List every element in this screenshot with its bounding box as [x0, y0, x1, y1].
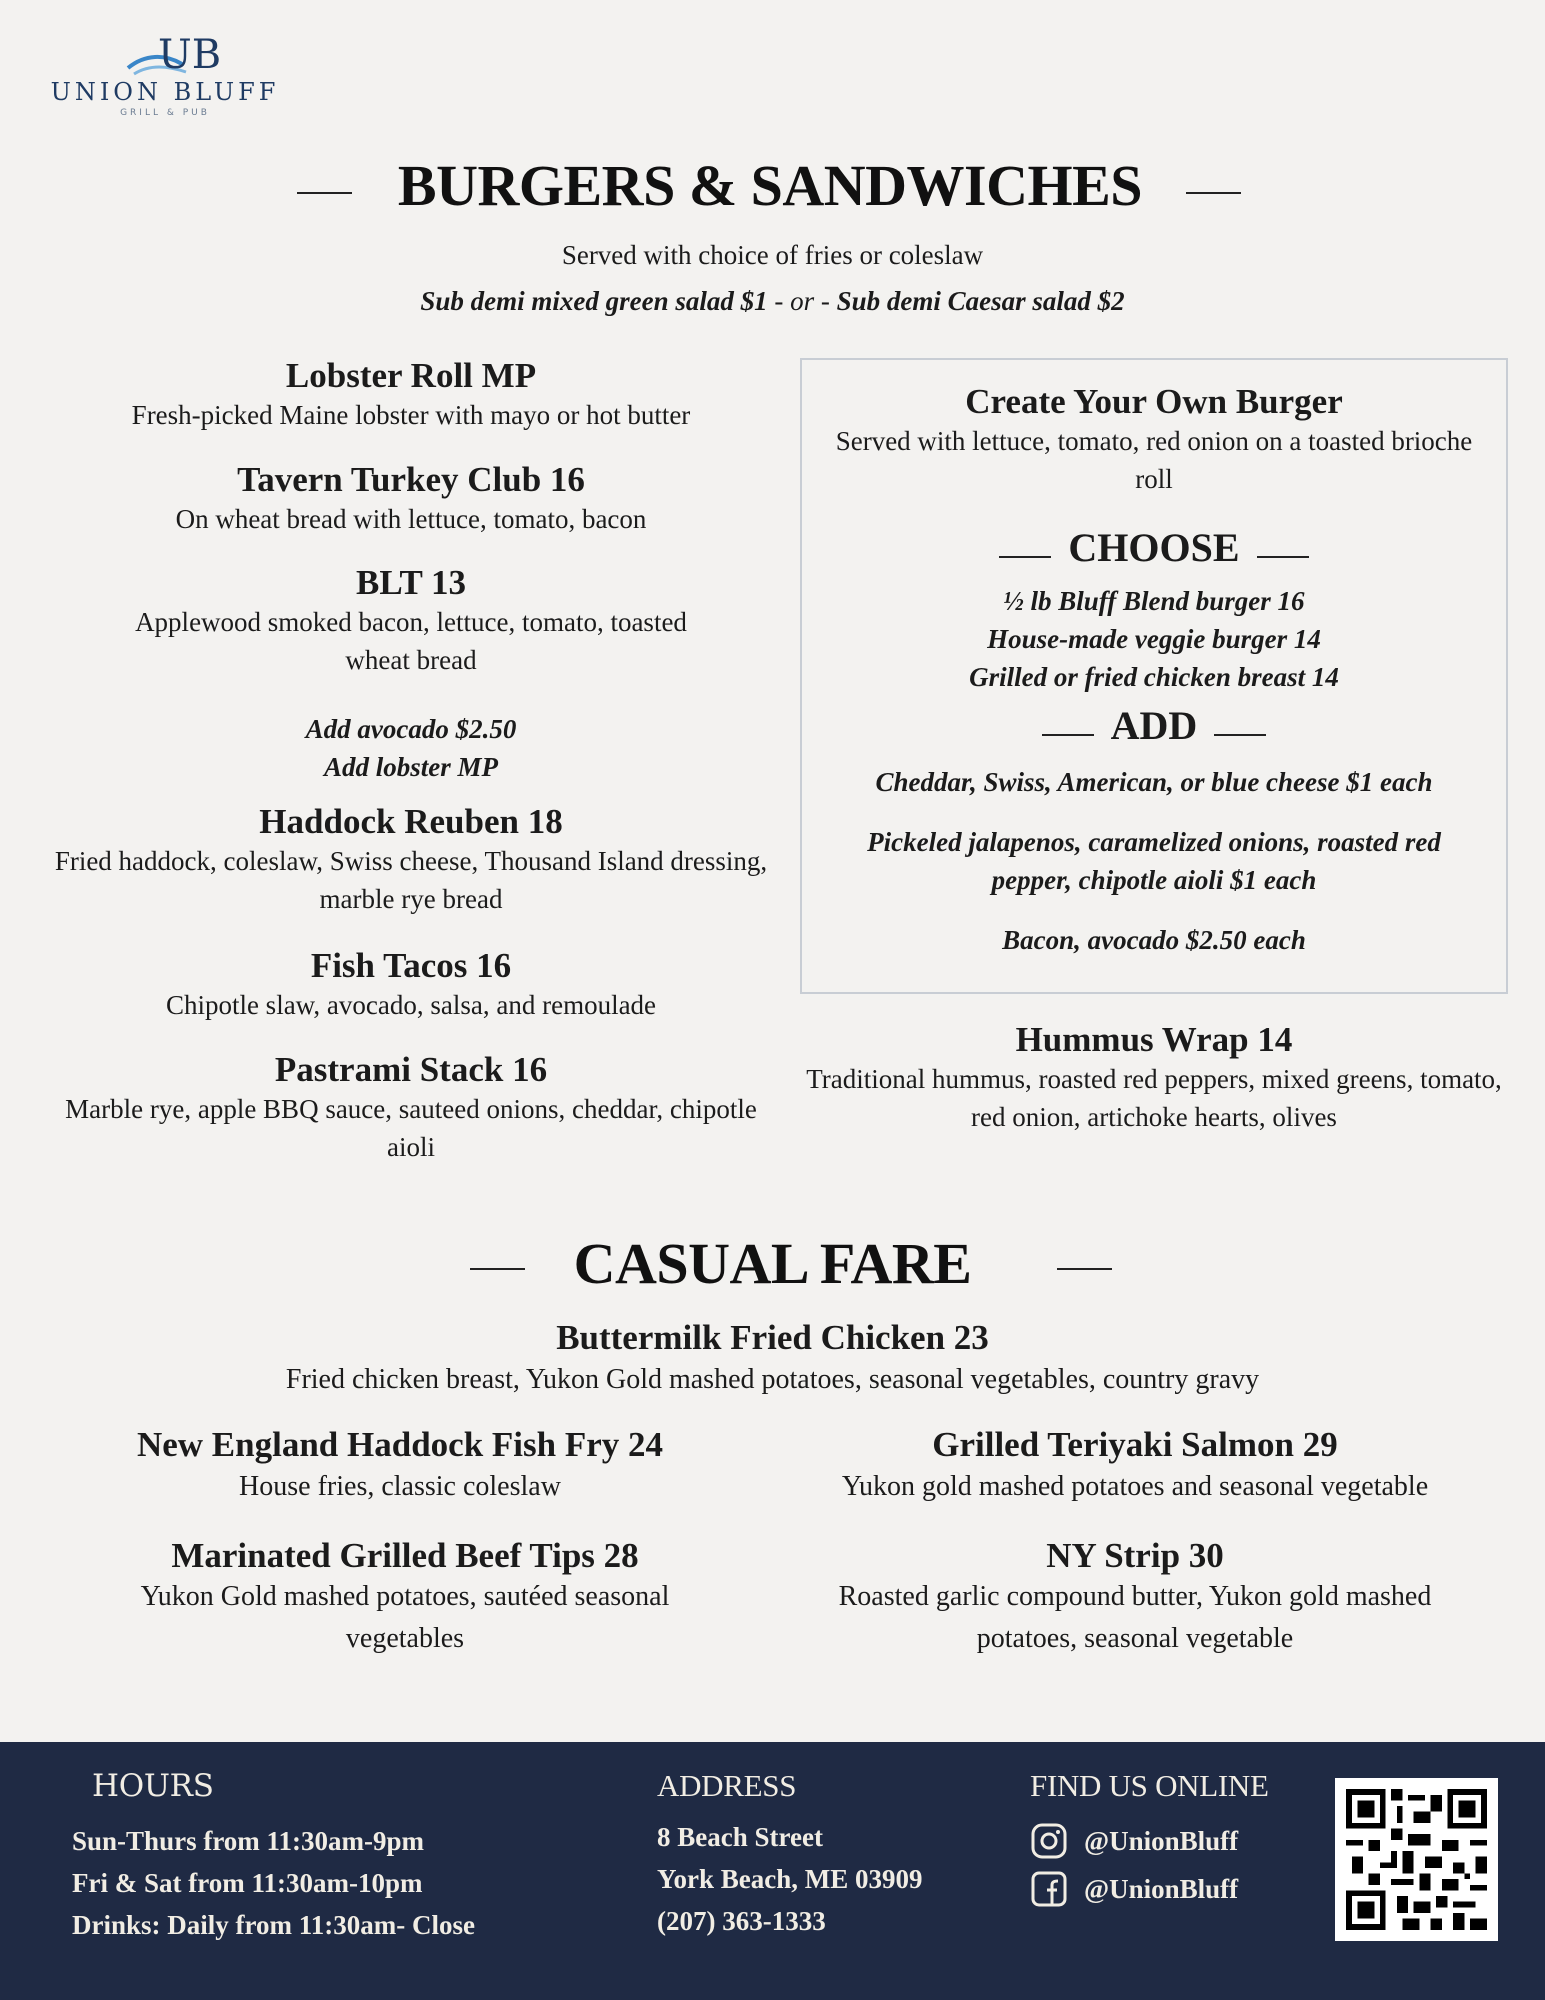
addon: Add lobster MP	[323, 752, 498, 782]
item-description: Applewood smoked bacon, lettuce, tomato, toasted wheat bread	[135, 607, 687, 675]
item-name: NY Strip 30	[1046, 1536, 1224, 1575]
logo	[50, 28, 280, 118]
menu-item	[50, 356, 772, 434]
choose-option: Grilled or fried chicken breast 14	[969, 662, 1339, 692]
item-description: Yukon Gold mashed potatoes, sautéed seasonal vegetables	[140, 1581, 670, 1654]
menu-item	[800, 1536, 1470, 1660]
instagram-handle: @UnionBluff	[1084, 1826, 1239, 1856]
item-description: Marble rye, apple BBQ sauce, sauteed onions, cheddar, chipotle aioli	[65, 1094, 757, 1162]
logo-subtitle: GRILL & PUB	[120, 108, 210, 118]
hours-line: Drinks: Daily from 11:30am- Close	[72, 1910, 475, 1940]
hours-list	[72, 1820, 592, 1946]
facebook-handle: @UnionBluff	[1084, 1874, 1239, 1904]
sub-green-salad: Sub demi mixed green salad $1	[420, 286, 768, 316]
add-list	[815, 763, 1493, 959]
cyo-title: Create Your Own Burger	[965, 382, 1343, 421]
divider	[1186, 192, 1241, 194]
online-title	[1030, 1768, 1269, 1804]
menu-item	[50, 1425, 750, 1509]
hours-title-text: HOURS	[92, 1768, 214, 1804]
divider	[1057, 1268, 1112, 1270]
served-note: Served with choice of fries or coleslaw	[561, 240, 984, 270]
qr-code[interactable]	[1335, 1778, 1498, 1941]
address-title	[657, 1768, 796, 1804]
hours-title	[92, 1768, 214, 1804]
divider	[297, 192, 352, 194]
menu-item	[790, 1020, 1518, 1136]
item-name: BLT 13	[356, 563, 466, 602]
choose-list	[815, 582, 1493, 696]
item-name: Haddock Reuben 18	[259, 802, 563, 841]
item-description: Roasted garlic compound butter, Yukon gold mashed potatoes, seasonal vegetable	[838, 1581, 1432, 1654]
item-description: Fried haddock, coleslaw, Swiss cheese, Thousand Island dressing, marble rye bread	[54, 846, 768, 914]
item-name: Hummus Wrap 14	[1015, 1020, 1293, 1059]
featured-item	[100, 1318, 1445, 1402]
addon: Add avocado $2.50	[305, 714, 517, 744]
divider	[1214, 734, 1266, 736]
hours-line: Sun-Thurs from 11:30am-9pm	[72, 1826, 425, 1856]
divider	[1257, 556, 1309, 558]
choose-option: House-made veggie burger 14	[987, 624, 1321, 654]
qr-code-graphic	[1335, 1778, 1498, 1941]
menu-item	[775, 1425, 1495, 1509]
item-name: Buttermilk Fried Chicken 23	[556, 1318, 989, 1357]
item-description: Fried chicken breast, Yukon Gold mashed potatoes, seasonal vegetables, country gravy	[285, 1364, 1260, 1395]
menu-item	[120, 563, 702, 679]
cyo-heading	[815, 382, 1493, 498]
menu-item	[50, 946, 772, 1024]
item-name: Lobster Roll MP	[285, 356, 537, 395]
add-heading	[815, 702, 1493, 749]
divider	[999, 556, 1051, 558]
item-name: Pastrami Stack 16	[274, 1050, 548, 1089]
choose-option: ½ lb Bluff Blend burger 16	[1003, 586, 1305, 616]
item-description: On wheat bread with lettuce, tomato, bacon	[175, 504, 647, 534]
item-description: Traditional hummus, roasted red peppers, mixed greens, tomato, red onion, artichoke hearts, olives	[806, 1064, 1502, 1132]
add-label: ADD	[1110, 703, 1198, 748]
menu-item	[50, 460, 772, 538]
address-block	[657, 1816, 997, 1942]
add-option: Bacon, avocado $2.50 each	[1002, 925, 1306, 955]
address-title-text: ADDRESS	[657, 1768, 797, 1803]
address-street: 8 Beach Street	[657, 1822, 823, 1852]
choose-label: CHOOSE	[1068, 525, 1240, 570]
menu-item	[60, 1536, 750, 1660]
cyo-description: Served with lettuce, tomato, red onion on a toasted brioche roll	[835, 426, 1473, 494]
hours-line: Fri & Sat from 11:30am-10pm	[72, 1868, 423, 1898]
add-option: Cheddar, Swiss, American, or blue cheese $1 each	[875, 767, 1433, 797]
item-name: Marinated Grilled Beef Tips 28	[171, 1536, 639, 1575]
instagram-link[interactable]	[1030, 1820, 1238, 1862]
or-separator: - or -	[767, 286, 837, 316]
add-option: Pickeled jalapenos, caramelized onions, roasted red pepper, chipotle aioli $1 each	[867, 827, 1441, 895]
choose-heading	[815, 524, 1493, 571]
item-description: Fresh-picked Maine lobster with mayo or hot butter	[131, 400, 691, 430]
logo-name: UNION BLUFF	[50, 78, 280, 106]
item-name: New England Haddock Fish Fry 24	[136, 1425, 664, 1464]
sub-caesar-salad: Sub demi Caesar salad $2	[836, 286, 1125, 316]
blt-addons	[50, 710, 772, 786]
sub-salad-note	[250, 286, 1295, 317]
item-description: Chipotle slaw, avocado, salsa, and remoulade	[165, 990, 657, 1020]
facebook-icon	[1030, 1870, 1068, 1908]
phone-number[interactable]: (207) 363-1333	[657, 1906, 826, 1936]
divider	[1042, 734, 1094, 736]
item-name: Grilled Teriyaki Salmon 29	[932, 1425, 1338, 1464]
menu-item	[50, 802, 772, 918]
facebook-link[interactable]	[1030, 1868, 1238, 1910]
item-description: House fries, classic coleslaw	[239, 1471, 561, 1502]
item-name: Fish Tacos 16	[310, 946, 512, 985]
logo-mark	[120, 28, 222, 80]
divider	[470, 1268, 525, 1270]
menu-item	[55, 1050, 767, 1166]
svg-text:UB: UB	[158, 32, 222, 78]
instagram-icon	[1030, 1822, 1068, 1860]
address-city: York Beach, ME 03909	[657, 1864, 923, 1894]
online-title-text: FIND US ONLINE	[1030, 1768, 1269, 1803]
section-title-burgers: BURGERS & SANDWICHES	[397, 153, 1143, 218]
section-title-casual: CASUAL FARE	[573, 1231, 972, 1296]
item-description: Yukon gold mashed potatoes and seasonal vegetable	[841, 1471, 1429, 1502]
item-name: Tavern Turkey Club 16	[237, 460, 585, 499]
